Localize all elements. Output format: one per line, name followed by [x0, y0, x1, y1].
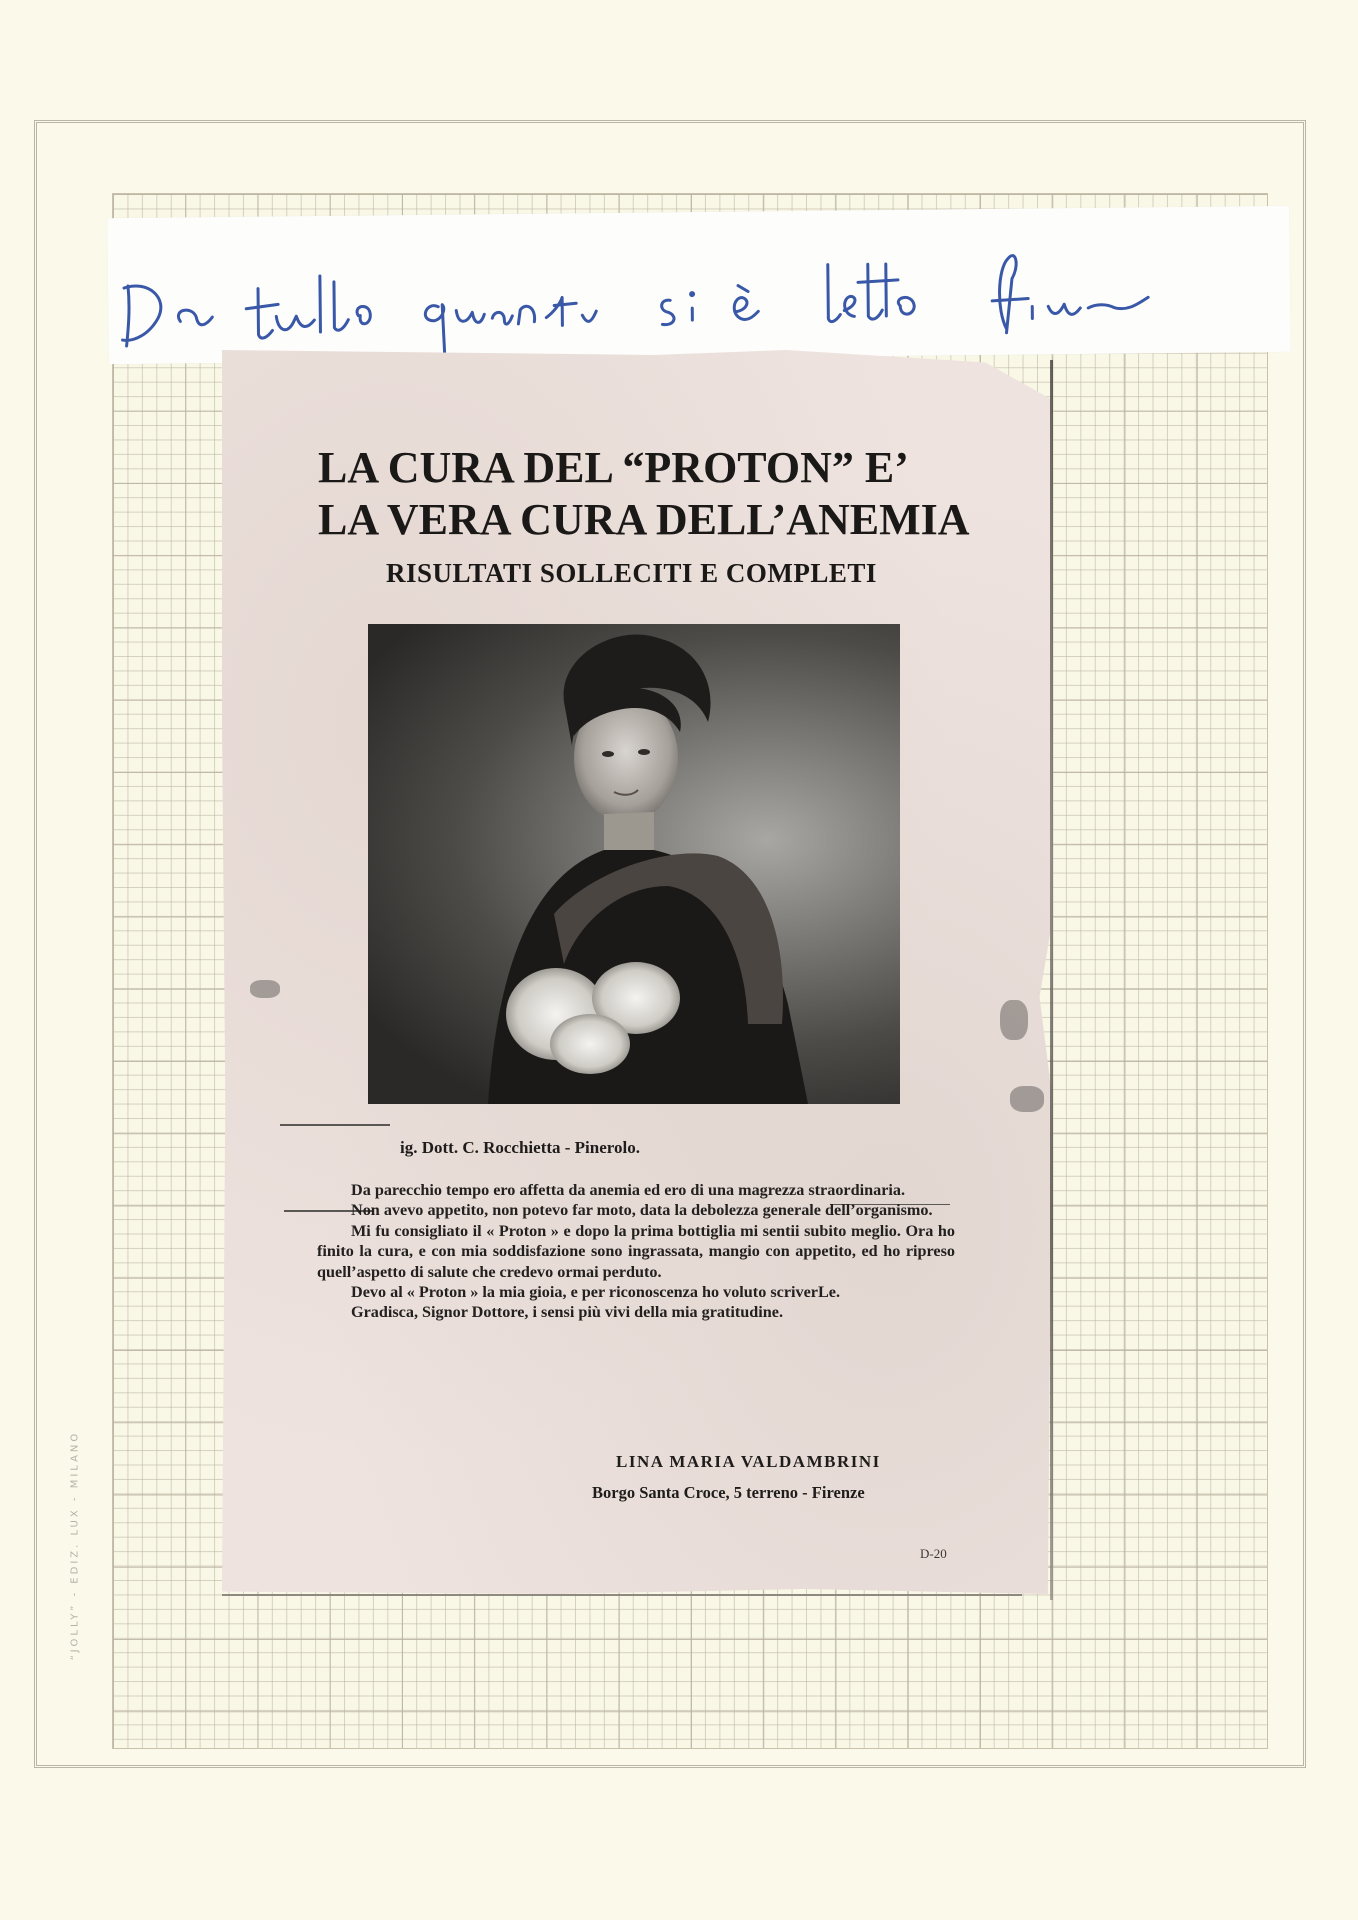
reference-code: D-20: [920, 1546, 947, 1561]
letter-paragraph: Mi fu consigliato il « Proton » e dopo la prima bottiglia mi sentii subito meglio. Ora ho finito la cura, e con mia soddisfazione sono ingrassata, mangio con appetito, ed ho ripreso quell’aspetto di salute che credevo ormai perduto.: [317, 1221, 955, 1281]
headline-line: LA CURA DEL “PROTON” E’: [318, 443, 909, 492]
clipping-bottom-edge: [222, 1594, 1022, 1596]
woman-portrait-image: [368, 624, 900, 1104]
letter-paragraph: Da parecchio tempo ero affetta da anemia ed ero di una magrezza straordinaria.: [351, 1181, 906, 1199]
publisher-imprint: “JOLLY” - EDIZ. LUX - MILANO: [69, 1430, 81, 1661]
signature-address: Borgo Santa Croce, 5 terreno - Firenze: [592, 1483, 865, 1502]
letter-paragraph: Devo al « Proton » la mia gioia, e per riconoscenza ho voluto scriverLe.: [351, 1283, 840, 1302]
letter-body: [317, 1180, 955, 1323]
advertisement-headline: [318, 442, 1018, 546]
ink-smudge: [1000, 1000, 1028, 1040]
torn-edge-line: [280, 1124, 390, 1126]
letter-salutation: ig. Dott. C. Rocchietta - Pinerolo.: [400, 1138, 640, 1157]
portrait-photo: [368, 624, 900, 1104]
headline-line: LA VERA CURA DELL’ANEMIA: [318, 495, 970, 544]
ink-smudge: [1010, 1086, 1044, 1112]
handwritten-note: [107, 206, 1290, 364]
letter-paragraph: Non avevo appetito, non potevo far moto, data la debolezza generale dell’organismo.: [351, 1201, 933, 1220]
clipping-edge: [1050, 360, 1053, 1600]
advertisement-subheadline: RISULTATI SOLLECITI E COMPLETI: [386, 558, 877, 588]
letter-paragraph: Gradisca, Signor Dottore, i sensi più vivi della mia gratitudine.: [351, 1303, 783, 1322]
handwritten-note-strip: [107, 206, 1290, 364]
signature-name: LINA MARIA VALDAMBRINI: [616, 1452, 881, 1471]
ink-smudge: [250, 980, 280, 998]
